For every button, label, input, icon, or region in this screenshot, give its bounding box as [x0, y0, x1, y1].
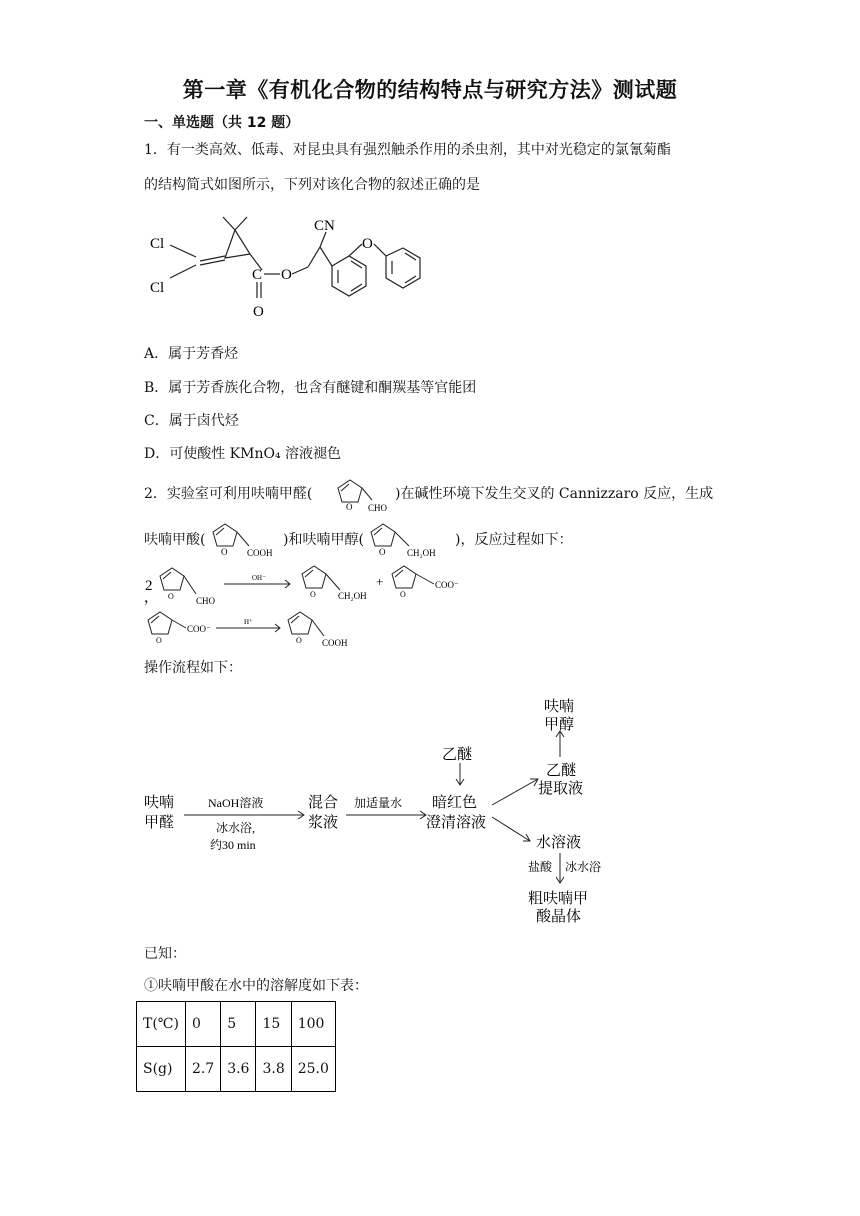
cho-label: CHO — [368, 503, 388, 513]
flow-clear-solution: 暗红色 — [432, 795, 478, 811]
page-title: 第一章《有机化合物的结构特点与研究方法》测试题 — [182, 78, 678, 102]
carbonyl-oxygen: O — [253, 304, 264, 320]
flow-crude-product: 粗呋喃甲 — [528, 891, 589, 907]
cooh-label: COOH — [322, 638, 348, 648]
ring-oxygen: O — [400, 590, 406, 599]
q2-stem-part5: )，反应过程如下： — [455, 532, 573, 548]
solubility-table — [136, 1001, 336, 1092]
q1-option-a: A．属于芳香烃 — [144, 346, 239, 362]
reaction-equation-2 — [140, 608, 380, 652]
ring-oxygen: O — [156, 636, 162, 645]
coo-label: COO⁻ — [435, 580, 459, 590]
plus-sign: + — [376, 574, 384, 589]
furfuryl-alcohol-structure — [363, 516, 453, 560]
ch2oh-label: CH₂OH — [407, 548, 436, 558]
section-heading: 一、单选题（共 12 题） — [144, 115, 300, 131]
carbonyl-carbon: C — [252, 267, 263, 283]
note-1: ①呋喃甲酸在水中的溶解度如下表： — [144, 978, 368, 994]
q2-stem-part2: )在碱性环境下发生交叉的 Cannizzaro 反应，生成 — [395, 486, 714, 502]
q1-option-b: B．属于芳香族化合物，也含有醚键和酮羰基等官能团 — [144, 380, 477, 396]
catalyst-oh: OH⁻ — [252, 574, 266, 582]
flow-ether: 乙醚 — [442, 747, 473, 763]
q1-option-c: C．属于卤代烃 — [144, 413, 239, 429]
flow-ether-extract: 提取液 — [538, 781, 584, 797]
ring-oxygen: O — [221, 547, 228, 557]
ring-oxygen: O — [310, 590, 316, 599]
table-cell: 25.0 — [291, 1047, 335, 1092]
q2-stem-part4: )和呋喃甲醇( — [283, 532, 364, 548]
table-cell: T(℃) — [137, 1002, 186, 1047]
ch2oh-label: CH₂OH — [338, 591, 367, 601]
catalyst-h: H⁺ — [244, 618, 253, 626]
furoic-acid-structure — [205, 516, 279, 560]
flow-condition: 冰水浴, — [216, 821, 256, 835]
flow-crude-product: 酸晶体 — [536, 909, 582, 925]
ring-oxygen: O — [379, 547, 386, 557]
table-cell: 0 — [185, 1002, 220, 1047]
cooh-label: COOH — [247, 548, 273, 558]
cyano-group: CN — [314, 218, 335, 234]
operation-flowchart — [140, 685, 640, 935]
flow-acid: 盐酸 — [528, 860, 553, 874]
reaction-equation-1 — [140, 562, 480, 612]
table-cell: S(g) — [137, 1047, 186, 1092]
flow-heading: 操作流程如下： — [144, 660, 242, 676]
cho-label: CHO — [196, 596, 216, 606]
flow-mixture: 浆液 — [308, 815, 339, 831]
known-label: 已知： — [144, 946, 186, 962]
q1-stem-line2: 的结构简式如图所示，下列对该化合物的叙述正确的是 — [144, 177, 480, 193]
flow-aqueous: 水溶液 — [536, 835, 582, 851]
table-cell: 15 — [256, 1002, 291, 1047]
ring-oxygen: O — [168, 592, 174, 601]
table-cell: 3.6 — [221, 1047, 256, 1092]
table-cell: 5 — [221, 1002, 256, 1047]
ring-oxygen: O — [346, 502, 353, 512]
ether-oxygen: O — [362, 236, 373, 252]
flow-ether-extract: 乙醚 — [546, 763, 577, 779]
q2-stem-part1: 2．实验室可利用呋喃甲醛( — [144, 486, 313, 502]
flow-condition: 约30 min — [210, 838, 256, 852]
table-row — [137, 1002, 336, 1047]
flow-mixture: 混合 — [308, 795, 339, 811]
table-cell: 100 — [291, 1002, 335, 1047]
flow-reagent-naoh: NaOH溶液 — [208, 796, 264, 810]
cypermethrin-structure — [140, 212, 440, 327]
flow-start: 甲醛 — [144, 815, 175, 831]
coo-label: COO⁻ — [187, 624, 211, 634]
flow-alcohol-product: 甲醇 — [544, 717, 575, 733]
coefficient-two: 2 — [145, 578, 153, 594]
table-cell: 3.8 — [256, 1047, 291, 1092]
table-row — [137, 1047, 336, 1092]
flow-icebath: 冰水浴 — [565, 860, 602, 874]
q2-stem-part3: 呋喃甲酸( — [144, 532, 206, 548]
flow-alcohol-product: 呋喃 — [544, 699, 575, 715]
q1-option-d: D．可使酸性 KMnO₄ 溶液褪色 — [144, 446, 342, 462]
ester-oxygen: O — [281, 267, 292, 283]
flow-start: 呋喃 — [144, 795, 175, 811]
comma: ， — [144, 591, 158, 606]
flow-clear-solution: 澄清溶液 — [426, 815, 487, 831]
table-cell: 2.7 — [185, 1047, 220, 1092]
flow-reagent-water: 加适量水 — [354, 796, 403, 810]
cl-atom: Cl — [150, 236, 165, 252]
ring-oxygen: O — [296, 636, 302, 645]
q1-stem-line1: 1．有一类高效、低毒、对昆虫具有强烈触杀作用的杀虫剂，其中对光稳定的氯氰菊酯 — [144, 142, 671, 158]
cl-atom: Cl — [150, 280, 165, 296]
furfural-structure — [328, 470, 396, 514]
